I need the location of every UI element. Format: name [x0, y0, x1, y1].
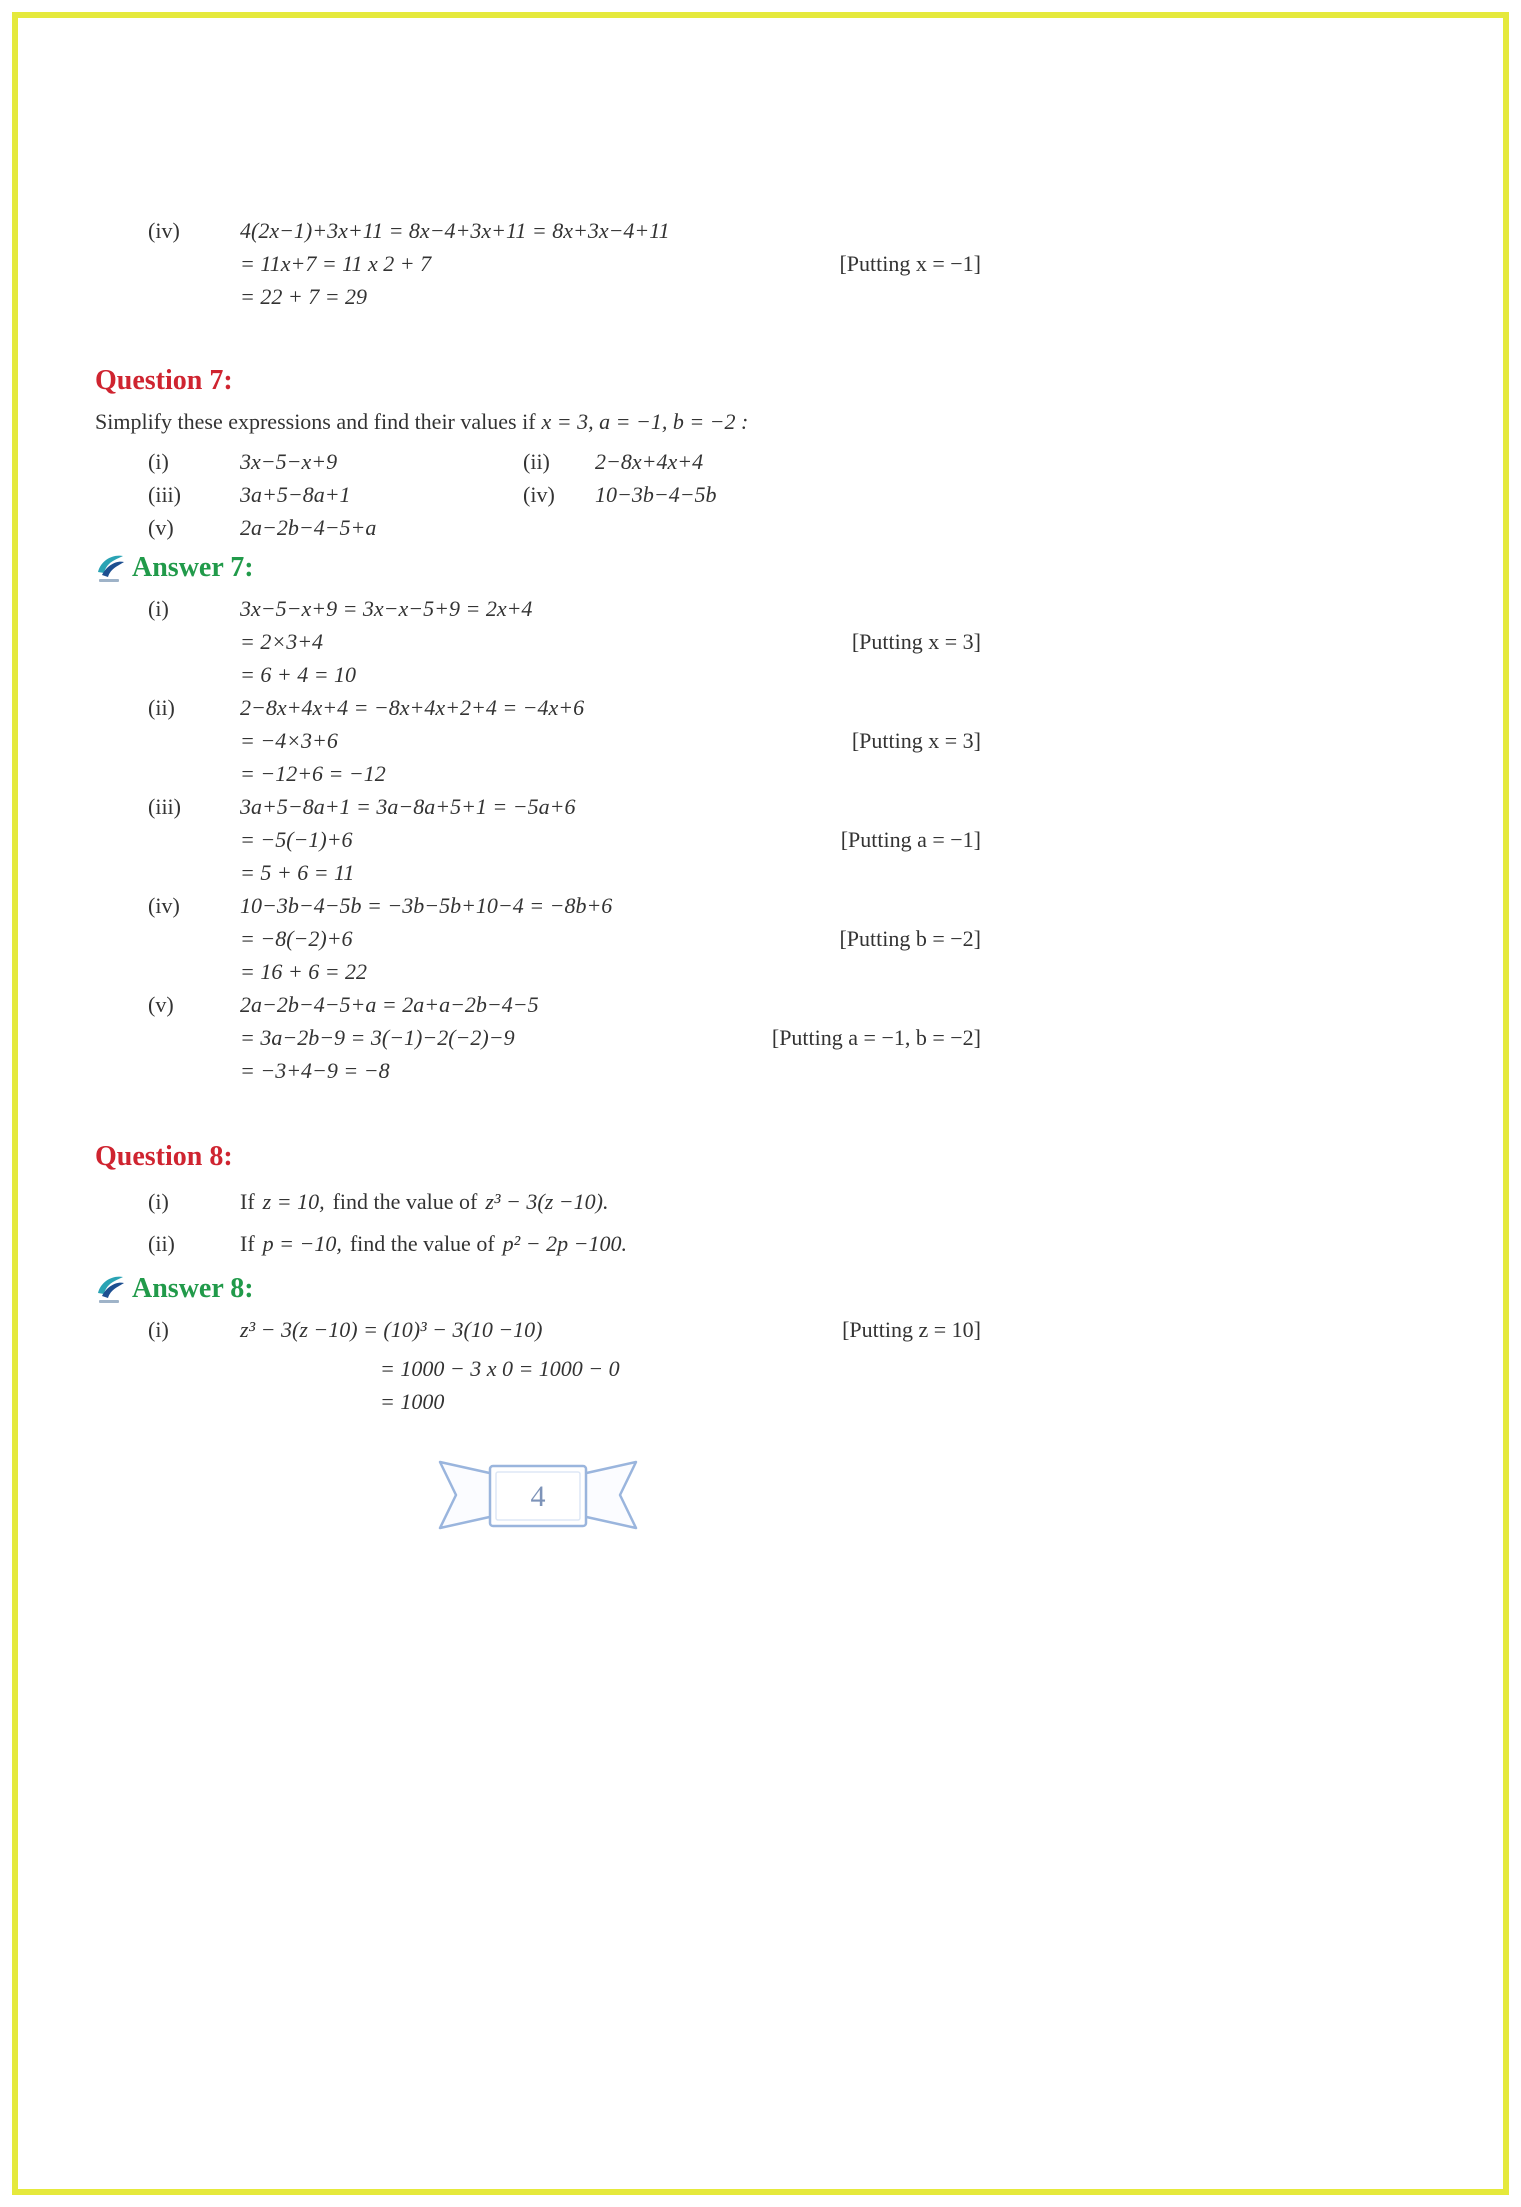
question-text [240, 1181, 616, 1223]
part-label: (v) [148, 515, 174, 540]
equation: 2−8x+4x+4 = −8x+4x+2+4 = −4x+6 [240, 695, 585, 720]
equation: = −3+4−9 = −8 [240, 1058, 390, 1083]
part-label: (i) [148, 449, 169, 474]
part-label: (i) [148, 1317, 169, 1342]
answer-item [95, 790, 981, 889]
question-7-intro [95, 405, 981, 439]
answer-line [95, 658, 981, 691]
answer-item [95, 988, 981, 1087]
answer-line [95, 1385, 981, 1418]
substitution-note: [Putting x = 3] [851, 728, 981, 753]
answer-item [95, 592, 981, 691]
question-7-heading: Question 7: [95, 365, 233, 396]
part-label: (iii) [148, 794, 181, 819]
page-content [95, 214, 981, 1540]
answer-line [95, 280, 981, 313]
expression: 2−8x+4x+4 [595, 449, 704, 474]
ribbon-right-flag [582, 1462, 636, 1528]
equation: = 1000 [380, 1389, 445, 1414]
answer-line [95, 691, 981, 724]
equation: 4(2x−1)+3x+11 = 8x−4+3x+11 = 8x+3x−4+11 [240, 218, 670, 243]
answer-item [95, 691, 981, 790]
question-words: find the value of [332, 1189, 478, 1214]
page-number-banner [430, 1452, 646, 1540]
answer6-part-iv [95, 214, 981, 313]
answer-line [95, 889, 981, 922]
part-label: (ii) [148, 1231, 175, 1256]
answer-line [95, 625, 981, 658]
question-words: If [240, 1189, 255, 1214]
equation: = −4×3+6 [240, 728, 338, 753]
answer-line [95, 856, 981, 889]
answer-line [95, 988, 981, 1021]
question-words: If [240, 1231, 255, 1256]
answer-line [95, 955, 981, 988]
answer-line [95, 592, 981, 625]
part-label: (iv) [523, 482, 555, 507]
question-7-parts [95, 445, 981, 544]
part-label: (iv) [148, 218, 180, 243]
answer-line [95, 922, 981, 955]
question-words: find the value of [349, 1231, 495, 1256]
condition: p = −10, [262, 1231, 342, 1256]
brand-logo-icon [95, 552, 125, 584]
equation: 3x−5−x+9 = 3x−x−5+9 = 2x+4 [240, 596, 533, 621]
part-label: (iv) [148, 893, 180, 918]
equation: = 22 + 7 = 29 [240, 284, 368, 309]
equation: = 1000 − 3 x 0 = 1000 − 0 [380, 1356, 620, 1381]
answer-line [95, 790, 981, 823]
answer-line [95, 1054, 981, 1087]
question-part-row [95, 478, 981, 511]
brand-logo-icon [95, 1273, 125, 1305]
answer-8-title: Answer 8: [132, 1273, 254, 1304]
equation: = 11x+7 = 11 x 2 + 7 [240, 251, 432, 276]
answer-line [95, 724, 981, 757]
equation: = −5(−1)+6 [240, 827, 353, 852]
equation: = −12+6 = −12 [240, 761, 386, 786]
part-label: (i) [148, 1189, 169, 1214]
equation: = 6 + 4 = 10 [240, 662, 357, 687]
part-label: (i) [148, 596, 169, 621]
substitution-note: [Putting x = 3] [851, 629, 981, 654]
expression: 10−3b−4−5b [595, 482, 717, 507]
answer-8-body [95, 1313, 981, 1418]
question-part-row [95, 1181, 981, 1223]
answer-7-body [95, 592, 981, 1087]
substitution-note: [Putting a = −1] [840, 827, 981, 852]
substitution-note: [Putting x = −1] [839, 251, 981, 276]
equation: 3a+5−8a+1 = 3a−8a+5+1 = −5a+6 [240, 794, 576, 819]
answer-line [95, 247, 981, 280]
answer-8-heading [95, 1271, 981, 1307]
expression: 2a−2b−4−5+a [240, 515, 377, 540]
part-label: (ii) [523, 449, 550, 474]
question-part-row [95, 511, 981, 544]
question-part-row [95, 445, 981, 478]
answer-7-heading [95, 550, 981, 586]
expression: 3x−5−x+9 [240, 449, 338, 474]
substitution-note: [Putting z = 10] [842, 1317, 981, 1342]
equation: 2a−2b−4−5+a = 2a+a−2b−4−5 [240, 992, 539, 1017]
question-part-row [95, 1223, 981, 1265]
intro-text: Simplify these expressions and find their values if [95, 409, 536, 434]
intro-conditions: x = 3, a = −1, b = −2 : [541, 409, 749, 434]
answer-line [95, 1352, 981, 1385]
condition: z = 10, [262, 1189, 325, 1214]
expression: p² − 2p −100. [502, 1231, 627, 1256]
substitution-note: [Putting a = −1, b = −2] [771, 1025, 981, 1050]
question-8-heading: Question 8: [95, 1141, 233, 1172]
part-label: (iii) [148, 482, 181, 507]
equation: = 5 + 6 = 11 [240, 860, 355, 885]
part-label: (ii) [148, 695, 175, 720]
equation: = 16 + 6 = 22 [240, 959, 368, 984]
equation: = −8(−2)+6 [240, 926, 353, 951]
part-label: (v) [148, 992, 174, 1017]
substitution-note: [Putting b = −2] [839, 926, 981, 951]
answer-7-title: Answer 7: [132, 552, 254, 583]
page-number: 4 [530, 1480, 546, 1513]
question-text [240, 1223, 635, 1265]
answer-line [95, 757, 981, 790]
expression: z³ − 3(z −10). [485, 1189, 609, 1214]
expression: 3a+5−8a+1 [240, 482, 351, 507]
answer-line [95, 823, 981, 856]
equation: = 3a−2b−9 = 3(−1)−2(−2)−9 [240, 1025, 515, 1050]
equation: z³ − 3(z −10) = (10)³ − 3(10 −10) [240, 1317, 543, 1342]
equation: = 2×3+4 [240, 629, 324, 654]
ribbon-left-flag [440, 1462, 494, 1528]
answer-line [95, 214, 981, 247]
equation: 10−3b−4−5b = −3b−5b+10−4 = −8b+6 [240, 893, 613, 918]
answer-line [95, 1313, 981, 1346]
answer-line [95, 1021, 981, 1054]
answer-item [95, 889, 981, 988]
